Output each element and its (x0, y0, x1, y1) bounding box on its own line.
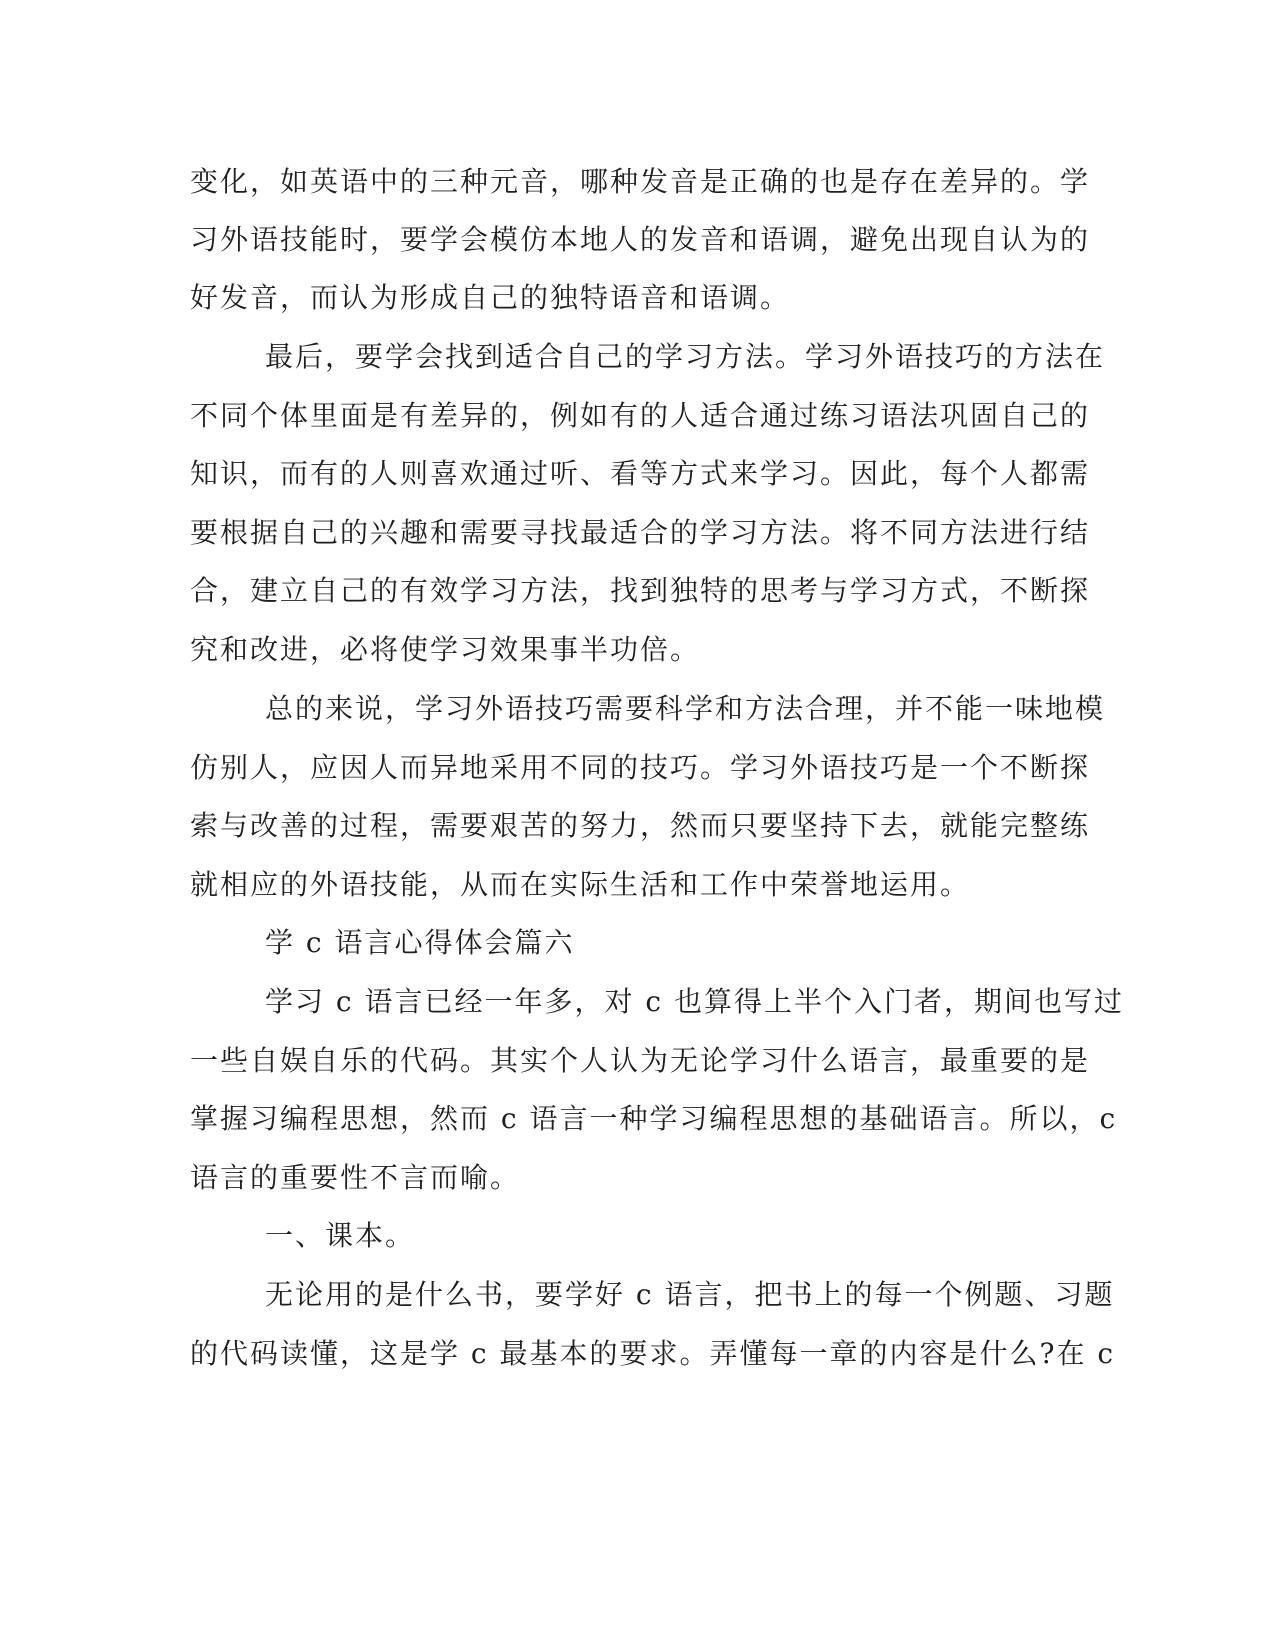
text-line: 语言的重要性不言而喻。 (190, 1161, 521, 1194)
list-heading: 一、课本。 (265, 1219, 416, 1252)
text-line: 变化，如英语中的三种元音，哪种发音是正确的也是存在差异的。学 (190, 165, 1091, 198)
text-line: 就相应的外语技能，从而在实际生活和工作中荣誉地运用。 (190, 868, 971, 901)
text-line: 仿别人，应因人而异地采用不同的技巧。学习外语技巧是一个不断探 (190, 751, 1091, 784)
text-line: 的代码读懂，这是学 c 最基本的要求。弄懂每一章的内容是什么?在 c (190, 1337, 1116, 1370)
text-line: 知识，而有的人则喜欢通过听、看等方式来学习。因此，每个人都需 (190, 457, 1091, 490)
paragraph-first-line: 无论用的是什么书，要学好 c 语言，把书上的每一个例题、习题 (265, 1278, 1115, 1311)
text-line: 一些自娱自乐的代码。其实个人认为无论学习什么语言，最重要的是 (190, 1044, 1091, 1077)
section-heading: 学 c 语言心得体会篇六 (265, 926, 575, 959)
text-line: 掌握习编程思想，然而 c 语言一种学习编程思想的基础语言。所以，c (190, 1102, 1118, 1135)
text-line: 合，建立自己的有效学习方法，找到独特的思考与学习方式，不断探 (190, 574, 1091, 607)
paragraph-first-line: 最后，要学会找到适合自己的学习方法。学习外语技巧的方法在 (265, 340, 1106, 373)
text-line: 习外语技能时，要学会模仿本地人的发音和语调，避免出现自认为的 (190, 223, 1091, 256)
text-line: 究和改进，必将使学习效果事半功倍。 (190, 633, 701, 666)
text-line: 索与改善的过程，需要艰苦的努力，然而只要坚持下去，就能完整练 (190, 809, 1091, 842)
text-line: 不同个体里面是有差异的，例如有的人适合通过练习语法巩固自己的 (190, 399, 1091, 432)
text-line: 要根据自己的兴趣和需要寻找最适合的学习方法。将不同方法进行结 (190, 516, 1091, 549)
text-line: 好发音，而认为形成自己的独特语音和语调。 (190, 281, 791, 314)
paragraph-first-line: 学习 c 语言已经一年多，对 c 也算得上半个入门者，期间也写过 (265, 985, 1124, 1018)
paragraph-first-line: 总的来说，学习外语技巧需要科学和方法合理，并不能一味地模 (265, 692, 1106, 725)
